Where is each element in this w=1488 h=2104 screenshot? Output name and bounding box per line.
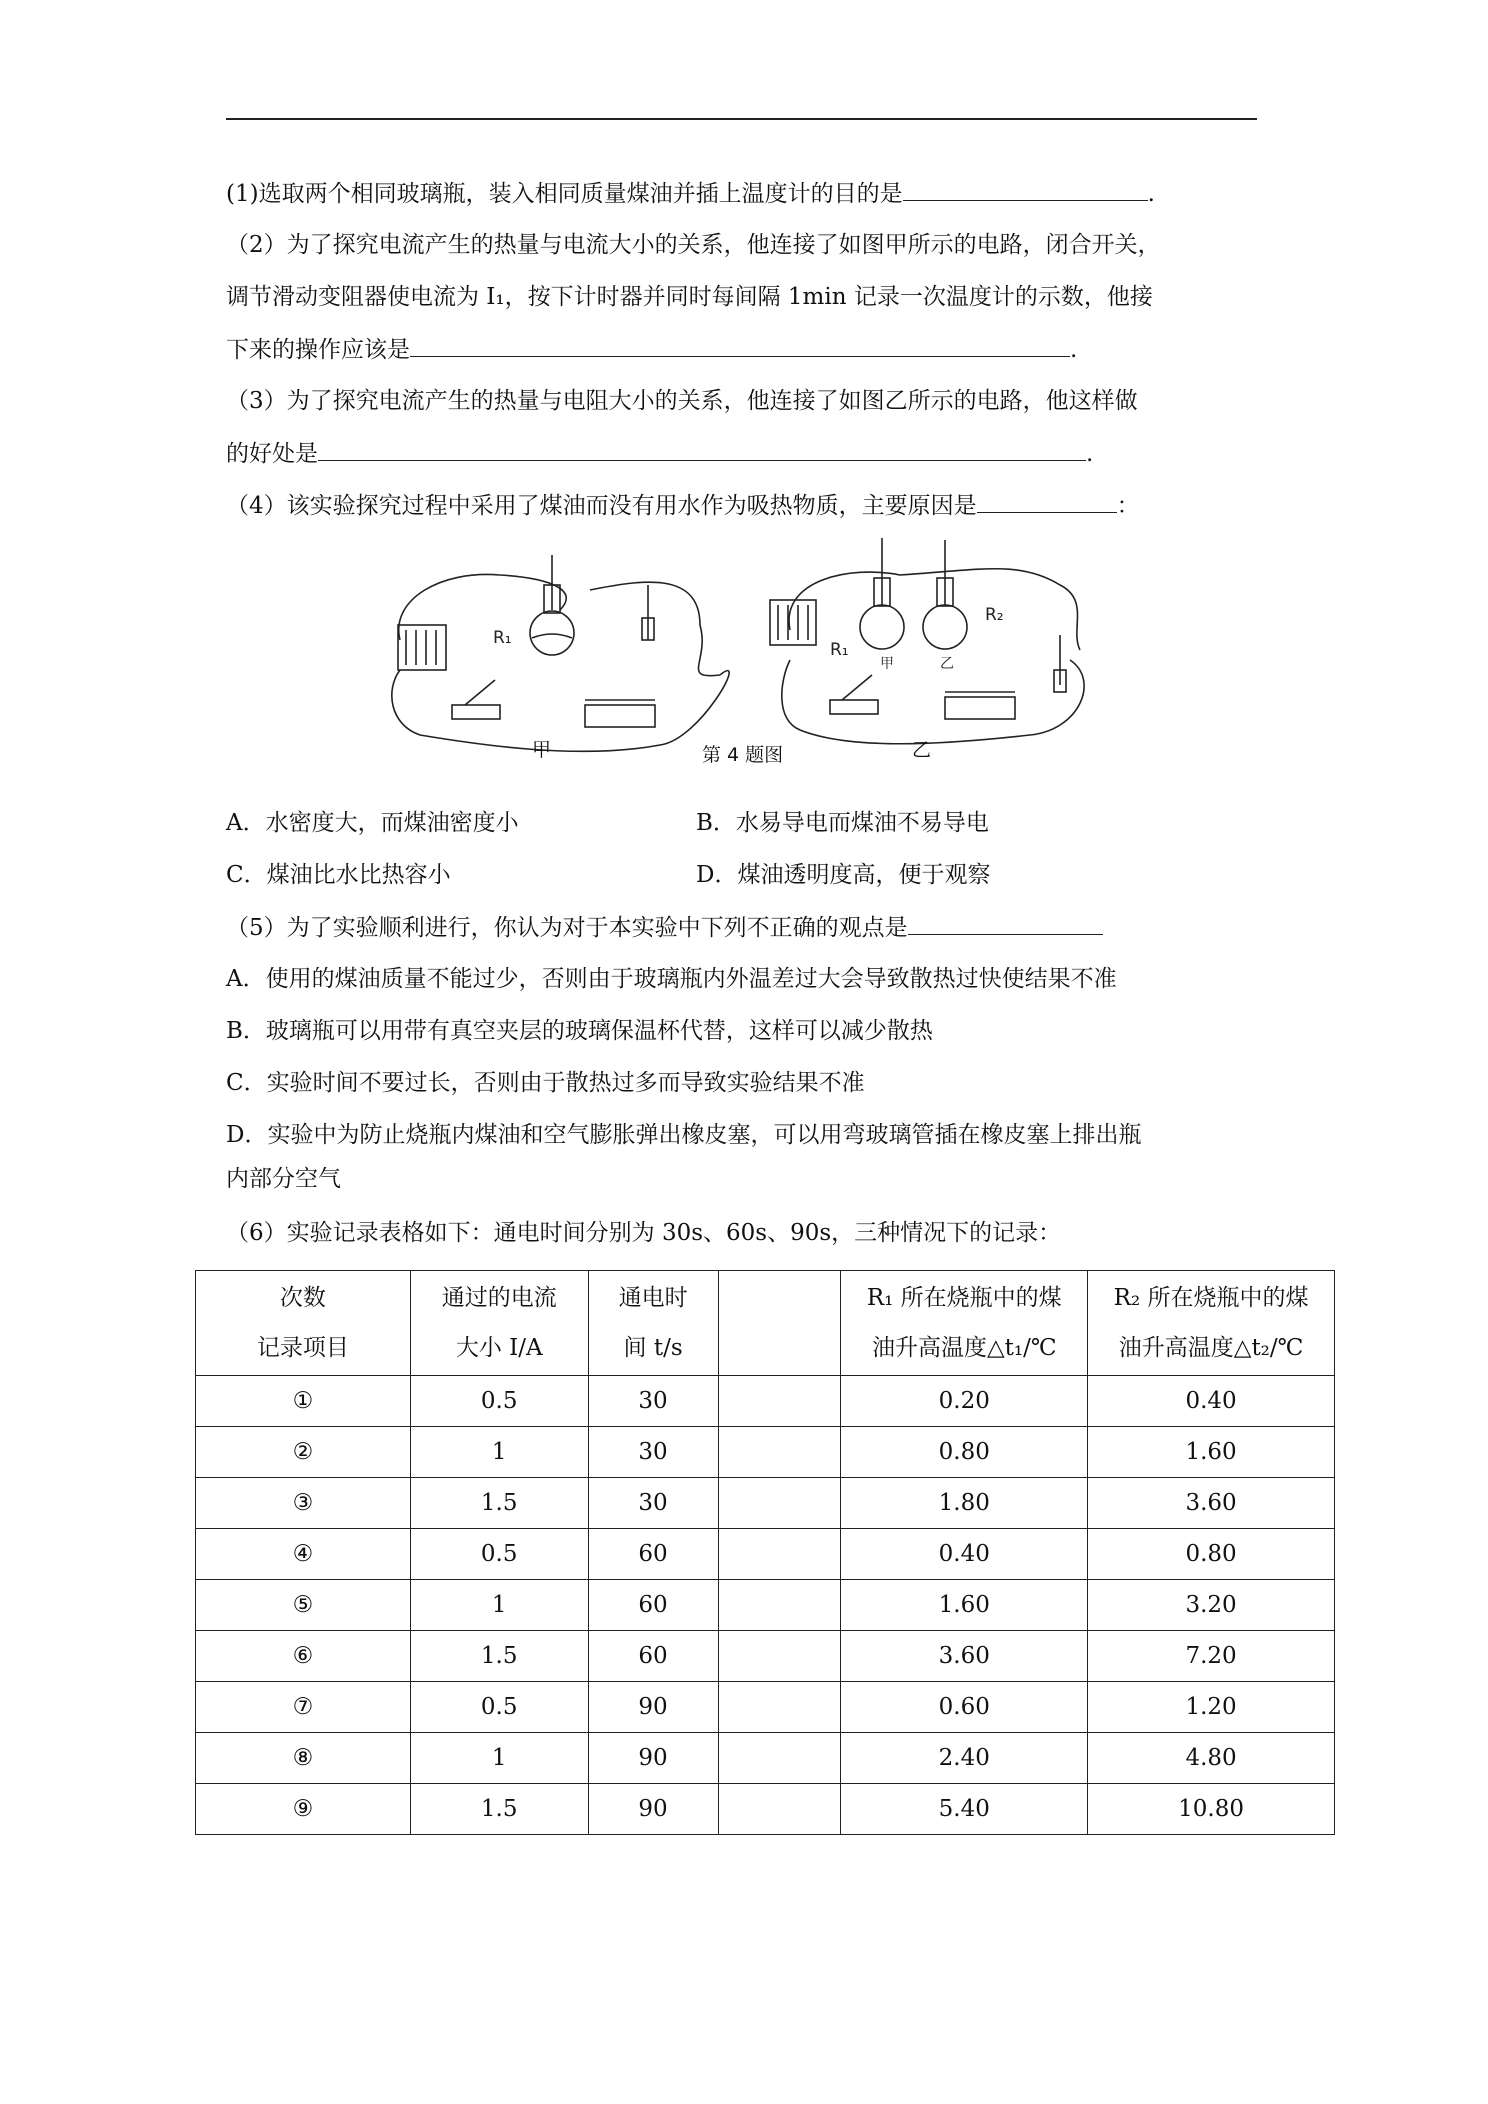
option-4d[interactable]: D．煤油透明度高，便于观察: [696, 862, 991, 888]
table-cell-n: ③: [196, 1478, 411, 1529]
answer-blank-4[interactable]: [977, 490, 1117, 513]
table-cell-i: 1: [410, 1427, 588, 1478]
circuit-figure: [380, 530, 1120, 780]
rheostat-yi: [945, 697, 1015, 719]
table-cell-d1: 2.40: [841, 1733, 1088, 1784]
table-row: [196, 1529, 1335, 1580]
figure-label-yi: 乙: [912, 739, 932, 761]
option-4c[interactable]: C．煤油比水比热容小: [226, 862, 451, 888]
table-cell-e: [718, 1631, 841, 1682]
table-cell-n: ⑨: [196, 1784, 411, 1835]
question-3-line-1: （3）为了探究电流产生的热量与电阻大小的关系，他连接了如图乙所示的电路，他这样做: [226, 388, 1138, 414]
table-row: [196, 1733, 1335, 1784]
option-4a[interactable]: A．水密度大，而煤油密度小: [226, 810, 519, 836]
flask-r2: [923, 605, 967, 649]
table-cell-n: ⑧: [196, 1733, 411, 1784]
battery-yi: [770, 600, 816, 645]
question-2-line-3-text: 下来的操作应该是: [226, 337, 410, 363]
table-row: [196, 1580, 1335, 1631]
option-5d-line-2: 内部分空气: [226, 1166, 341, 1192]
question-4: [226, 490, 1140, 521]
table-row: [196, 1631, 1335, 1682]
label-flask-jia: 甲: [880, 656, 894, 672]
table-cell-n: ④: [196, 1529, 411, 1580]
table-cell-t: 30: [588, 1427, 718, 1478]
answer-blank-3[interactable]: [318, 438, 1086, 461]
table-cell-t: 60: [588, 1631, 718, 1682]
figure-label-jia: 甲: [532, 739, 552, 761]
circuit-yi-wire: [782, 569, 1084, 744]
table-cell-d2: 0.80: [1088, 1529, 1335, 1580]
table-cell-d1: 0.20: [841, 1376, 1088, 1427]
answer-blank-5[interactable]: [908, 912, 1103, 935]
table-cell-i: 1.5: [410, 1784, 588, 1835]
question-6: （6）实验记录表格如下：通电时间分别为 30s、60s、90s，三种情况下的记录：: [226, 1220, 1062, 1246]
label-r1-jia: R₁: [493, 628, 512, 648]
question-5: [226, 912, 1103, 943]
header-empty: [718, 1271, 841, 1376]
table-cell-t: 30: [588, 1376, 718, 1427]
label-flask-yi: 乙: [940, 656, 954, 672]
table-row: [196, 1478, 1335, 1529]
table-cell-t: 90: [588, 1682, 718, 1733]
table-cell-e: [718, 1376, 841, 1427]
table-cell-d2: 7.20: [1088, 1631, 1335, 1682]
question-1-end: .: [1147, 181, 1155, 207]
header-delta-t2: R₂ 所在烧瓶中的煤 油升高温度△t₂/℃: [1088, 1271, 1335, 1376]
table-cell-e: [718, 1784, 841, 1835]
table-cell-n: ⑤: [196, 1580, 411, 1631]
table-cell-e: [718, 1682, 841, 1733]
record-table: [195, 1270, 1335, 1835]
table-cell-i: 1: [410, 1580, 588, 1631]
table-cell-n: ②: [196, 1427, 411, 1478]
question-2-line-2: 调节滑动变阻器使电流为 I₁，按下计时器并同时每间隔 1min 记录一次温度计的示数，他接: [226, 284, 1153, 310]
table-cell-d1: 1.60: [841, 1580, 1088, 1631]
header-rule: [226, 118, 1257, 120]
label-r1-yi: R₁: [830, 640, 849, 660]
question-1-text: (1)选取两个相同玻璃瓶，装入相同质量煤油并插上温度计的目的是: [226, 181, 903, 207]
table-cell-d2: 3.60: [1088, 1478, 1335, 1529]
rheostat-jia: [585, 705, 655, 727]
question-3-end: .: [1086, 441, 1094, 467]
table-cell-d1: 0.60: [841, 1682, 1088, 1733]
table-cell-d2: 3.20: [1088, 1580, 1335, 1631]
label-r2-yi: R₂: [985, 605, 1004, 625]
question-2-line-3: [226, 334, 1077, 365]
question-2-line-1: （2）为了探究电流产生的热量与电流大小的关系，他连接了如图甲所示的电路，闭合开关，: [226, 232, 1161, 258]
table-cell-t: 60: [588, 1529, 718, 1580]
option-5a[interactable]: A．使用的煤油质量不能过少，否则由于玻璃瓶内外温差过大会导致散热过快使结果不准: [226, 966, 1117, 992]
answer-blank-2[interactable]: [410, 334, 1070, 357]
table-cell-n: ⑥: [196, 1631, 411, 1682]
table-cell-e: [718, 1580, 841, 1631]
table-cell-t: 90: [588, 1733, 718, 1784]
table-row: [196, 1682, 1335, 1733]
answer-blank-1[interactable]: [903, 178, 1148, 201]
question-3-line-2: [226, 438, 1093, 469]
table-cell-n: ⑦: [196, 1682, 411, 1733]
table-cell-d2: 1.60: [1088, 1427, 1335, 1478]
table-row: [196, 1427, 1335, 1478]
table-cell-n: ①: [196, 1376, 411, 1427]
table-cell-i: 1.5: [410, 1478, 588, 1529]
table-cell-t: 30: [588, 1478, 718, 1529]
question-4-end: ：: [1116, 493, 1140, 519]
header-current: 通过的电流 大小 I/A: [410, 1271, 588, 1376]
table-cell-d1: 5.40: [841, 1784, 1088, 1835]
table-cell-i: 1.5: [410, 1631, 588, 1682]
table-cell-d1: 1.80: [841, 1478, 1088, 1529]
table-cell-t: 60: [588, 1580, 718, 1631]
table-cell-d2: 10.80: [1088, 1784, 1335, 1835]
table-cell-i: 0.5: [410, 1529, 588, 1580]
question-5-text: （5）为了实验顺利进行，你认为对于本实验中下列不正确的观点是: [226, 915, 908, 941]
question-1: [226, 178, 1155, 209]
header-count: 次数 记录项目: [196, 1271, 411, 1376]
option-5d-line-1[interactable]: D．实验中为防止烧瓶内煤油和空气膨胀弹出橡皮塞，可以用弯玻璃管插在橡皮塞上排出瓶: [226, 1122, 1142, 1148]
switch-jia: [452, 705, 500, 719]
table-row: [196, 1376, 1335, 1427]
table-cell-e: [718, 1478, 841, 1529]
table-cell-i: 1: [410, 1733, 588, 1784]
option-5c[interactable]: C．实验时间不要过长，否则由于散热过多而导致实验结果不准: [226, 1070, 865, 1096]
question-2-end: .: [1070, 337, 1078, 363]
option-4b[interactable]: B．水易导电而煤油不易导电: [696, 810, 989, 836]
question-4-text: （4）该实验探究过程中采用了煤油而没有用水作为吸热物质，主要原因是: [226, 493, 977, 519]
table-row: [196, 1784, 1335, 1835]
table-cell-d1: 0.80: [841, 1427, 1088, 1478]
table-cell-i: 0.5: [410, 1376, 588, 1427]
question-3-line-2-text: 的好处是: [226, 441, 318, 467]
table-cell-e: [718, 1427, 841, 1478]
table-cell-t: 90: [588, 1784, 718, 1835]
switch-yi: [830, 700, 878, 714]
table-cell-e: [718, 1733, 841, 1784]
header-delta-t1: R₁ 所在烧瓶中的煤 油升高温度△t₁/℃: [841, 1271, 1088, 1376]
table-cell-d2: 1.20: [1088, 1682, 1335, 1733]
table-cell-d1: 0.40: [841, 1529, 1088, 1580]
table-cell-i: 0.5: [410, 1682, 588, 1733]
flask-r1: [860, 605, 904, 649]
table-cell-e: [718, 1529, 841, 1580]
table-cell-d2: 4.80: [1088, 1733, 1335, 1784]
figure-caption: 第 4 题图: [702, 744, 784, 766]
table-header-row: [196, 1271, 1335, 1376]
table-cell-d2: 0.40: [1088, 1376, 1335, 1427]
option-5b[interactable]: B．玻璃瓶可以用带有真空夹层的玻璃保温杯代替，这样可以减少散热: [226, 1018, 933, 1044]
table-cell-d1: 3.60: [841, 1631, 1088, 1682]
flask-jia: [530, 611, 574, 655]
header-time: 通电时 间 t/s: [588, 1271, 718, 1376]
